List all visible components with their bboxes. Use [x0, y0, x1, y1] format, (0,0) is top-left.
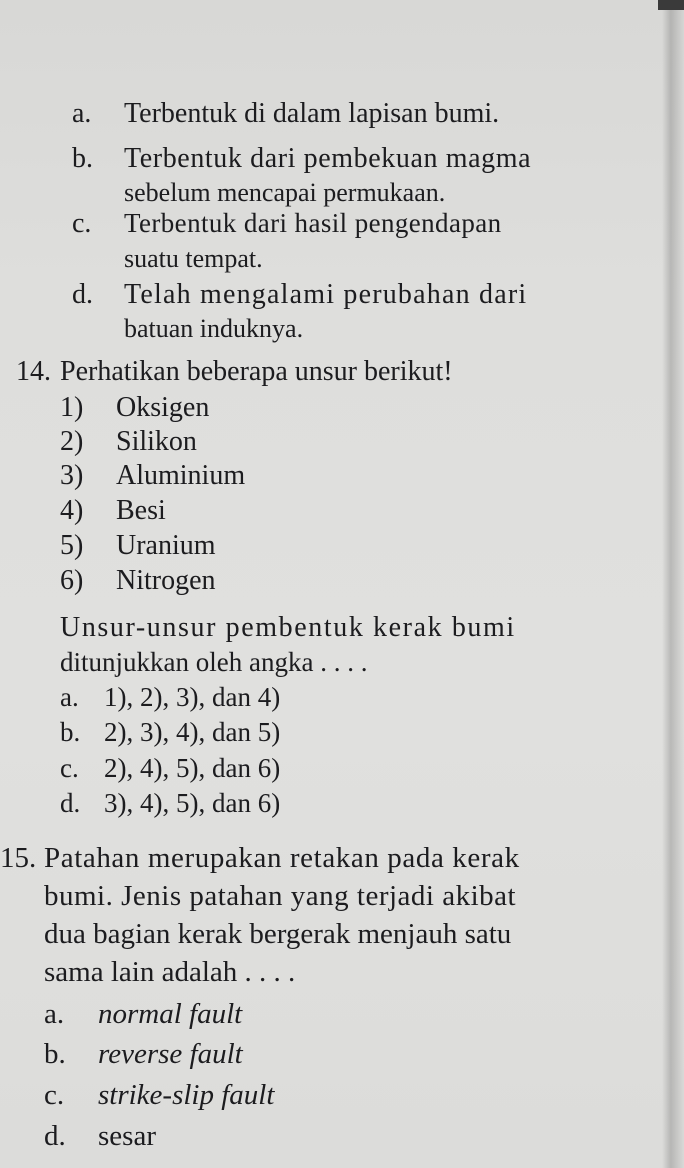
q14-option-b-text[interactable]: 2), 3), 4), dan 5): [104, 717, 281, 747]
prev-option-c-letter: c.: [72, 208, 92, 239]
q14-question-line-2: ditunjukkan oleh angka . . . .: [60, 647, 368, 677]
q14-item-4-num: 4): [60, 495, 84, 526]
prev-option-c-text-1: Terbentuk dari hasil pengendapan: [124, 208, 502, 238]
question-14-number: 14.: [16, 356, 51, 387]
question-14-prompt: Perhatikan beberapa unsur berikut!: [60, 356, 453, 387]
page-edge-shadow: [662, 0, 684, 1168]
prev-option-d-text-1: Telah mengalami perubahan dari: [124, 279, 528, 310]
q14-item-6-num: 6): [60, 565, 84, 596]
page-corner: [658, 0, 684, 10]
q15-question-line-1: Patahan merupakan retakan pada kerak: [44, 842, 520, 874]
q15-option-d-text[interactable]: sesar: [98, 1120, 156, 1152]
q14-option-c-text[interactable]: 2), 4), 5), dan 6): [104, 753, 281, 783]
q14-option-a-text[interactable]: 1), 2), 3), dan 4): [104, 682, 281, 712]
q14-item-3-num: 3): [60, 460, 84, 491]
q15-question-line-3: dua bagian kerak bergerak menjauh satu: [44, 918, 512, 950]
prev-option-a-letter: a.: [72, 98, 92, 129]
q15-option-a-text[interactable]: normal fault: [98, 998, 243, 1030]
q14-item-6-text: Nitrogen: [116, 565, 216, 596]
q14-option-d-letter[interactable]: d.: [60, 788, 81, 818]
prev-option-d-text-2: batuan induknya.: [124, 314, 304, 343]
q14-item-5-text: Uranium: [116, 530, 216, 561]
q14-option-d-text[interactable]: 3), 4), 5), dan 6): [104, 788, 281, 818]
q14-option-b-letter[interactable]: b.: [60, 717, 81, 747]
q14-item-4-text: Besi: [116, 495, 166, 526]
q14-option-c-letter[interactable]: c.: [60, 753, 79, 783]
question-15-number: 15.: [0, 842, 37, 874]
q15-option-a-letter[interactable]: a.: [44, 998, 65, 1030]
q14-item-1-text: Oksigen: [116, 392, 210, 423]
q14-option-a-letter[interactable]: a.: [60, 682, 79, 712]
q15-option-d-letter[interactable]: d.: [44, 1120, 66, 1152]
q15-option-b-text[interactable]: reverse fault: [98, 1038, 243, 1070]
q14-item-2-text: Silikon: [116, 426, 197, 457]
q14-item-1-num: 1): [60, 392, 84, 423]
q15-option-b-letter[interactable]: b.: [44, 1038, 66, 1070]
q14-question-line-1: Unsur-unsur pembentuk kerak bumi: [60, 612, 516, 643]
q14-item-5-num: 5): [60, 530, 84, 561]
q14-item-3-text: Aluminium: [116, 460, 246, 491]
q15-option-c-text[interactable]: strike-slip fault: [98, 1079, 275, 1111]
q14-item-2-num: 2): [60, 426, 84, 457]
q15-question-line-4: sama lain adalah . . . .: [44, 956, 296, 988]
prev-option-b-letter: b.: [72, 143, 93, 174]
q15-option-c-letter[interactable]: c.: [44, 1079, 65, 1111]
prev-option-d-letter: d.: [72, 279, 93, 310]
prev-option-a-text: Terbentuk di dalam lapisan bumi.: [124, 98, 500, 129]
prev-option-b-text-1: Terbentuk dari pembekuan magma: [124, 143, 532, 174]
prev-option-b-text-2: sebelum mencapai permukaan.: [124, 178, 446, 207]
prev-option-c-text-2: suatu tempat.: [124, 244, 263, 273]
q15-question-line-2: bumi. Jenis patahan yang terjadi akibat: [44, 880, 517, 912]
